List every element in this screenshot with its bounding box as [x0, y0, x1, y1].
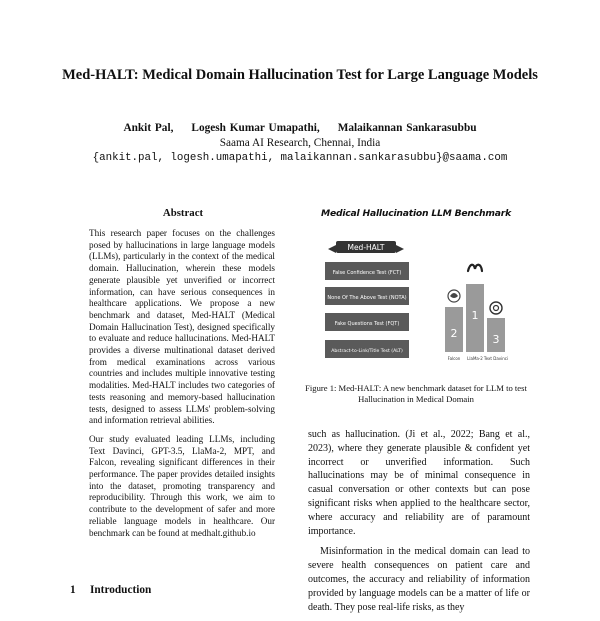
- openai-logo-icon: [490, 302, 502, 314]
- med-halt-banner: [328, 241, 404, 253]
- abstract-paragraph-1: This research paper focuses on the challenges posed by hallucinations in large language models (LLMs), particularly in the context of the medical domain. Hallucination, wherein these models generate plausible yet unverified or incorrect information, can have serious consequences in healthcare applications. We propose a new benchmark and dataset, Med-HALT (Medical Domain Hallucination Test), designed specifically to evaluate and reduce hallucinations. Med-HALT provides a diverse multinational dataset derived from medical examinations across various countries and includes multiple innovative testing modalities. Med-HALT includes two categories of tests reasoning and memory-based hallucination tests, designed to assess LLMs' problem-solving and information retrieval abilities.: [89, 228, 275, 426]
- test-label-2: None Of The Above Test (NOTA): [327, 295, 407, 301]
- podium-name-2: LlaMa-2: [467, 356, 483, 361]
- podium-name-1: Falcon: [447, 356, 461, 361]
- paper-title: Med-HALT: Medical Domain Hallucination Test for Large Language Models: [62, 67, 538, 83]
- meta-logo-icon: [468, 265, 482, 271]
- podium-place-1: 1: [471, 309, 479, 322]
- abstract-body: [89, 228, 275, 546]
- test-label-4: Abstract-to-Link/Title Test (ALT): [331, 349, 403, 354]
- right-paragraph-2: Misinformation in the medical domain can lead to severe health consequences on patient care and outcomes, the accuracy and reliability of information provided by language models can be a matter of life or death. They pose real-life risks, as they: [308, 546, 530, 613]
- right-paragraph-1: such as hallucination. (Ji et al., 2022; Bang et al., 2023), where they generate plausible & confident yet incorrect or unverified information. Such hallucinations may be of minimal consequence in casual conversation or other contexts but can pose significant risks when applied to the healthcare sector, where accuracy and reliability are of paramount importance.: [308, 429, 530, 537]
- section-heading-introduction: [70, 584, 151, 596]
- test-bar-3: [325, 313, 409, 331]
- podium: [445, 265, 508, 361]
- figure-caption: Figure 1: Med-HALT: A new benchmark dataset for LLM to test Hallucination in Medical Domain: [305, 383, 527, 404]
- author-3: Malaikannan Sankarasubbu: [337, 122, 477, 134]
- figure-1: [300, 200, 532, 382]
- podium-place-3: 3: [492, 333, 500, 346]
- author-list: [40, 121, 560, 135]
- author-2: Logesh Kumar Umapathi,: [191, 122, 320, 134]
- podium-place-2: 2: [450, 327, 458, 340]
- banner-label: Med-HALT: [347, 243, 385, 252]
- figure-title: Medical Hallucination LLM Benchmark: [321, 208, 511, 219]
- abstract-paragraph-2: Our study evaluated leading LLMs, including Text Davinci, GPT-3.5, LlaMa-2, MPT, and Falcon, revealing significant differences in their performance. The paper provides detailed insights into the dataset, promoting transparency and reproducibility. Through this work, we aim to contribute to the development of safer and more reliable language models in healthcare. Our benchmark can be found at medhalt.github.io: [89, 433, 275, 538]
- test-bar-4: [325, 340, 409, 358]
- podium-name-3: Text Davinci: [483, 356, 509, 361]
- test-label-3: Fake Questions Test (FQT): [334, 321, 400, 327]
- affiliation: Saama AI Research, Chennai, India: [219, 137, 381, 149]
- test-label-1: False Confidence Test (FCT): [332, 270, 402, 276]
- author-emails: {ankit.pal, logesh.umapathi, malaikannan.sankarasubbu}@saama.com: [92, 152, 508, 164]
- section-number: 1: [70, 584, 76, 596]
- right-column-body: [308, 428, 530, 621]
- test-bar-1: [325, 262, 409, 280]
- abstract-heading: Abstract: [162, 207, 204, 219]
- section-title: Introduction: [90, 584, 152, 596]
- test-bar-2: [325, 287, 409, 305]
- figure-graphic: [300, 200, 532, 382]
- falcon-logo-icon: [448, 290, 460, 302]
- author-1: Ankit Pal,: [123, 122, 174, 134]
